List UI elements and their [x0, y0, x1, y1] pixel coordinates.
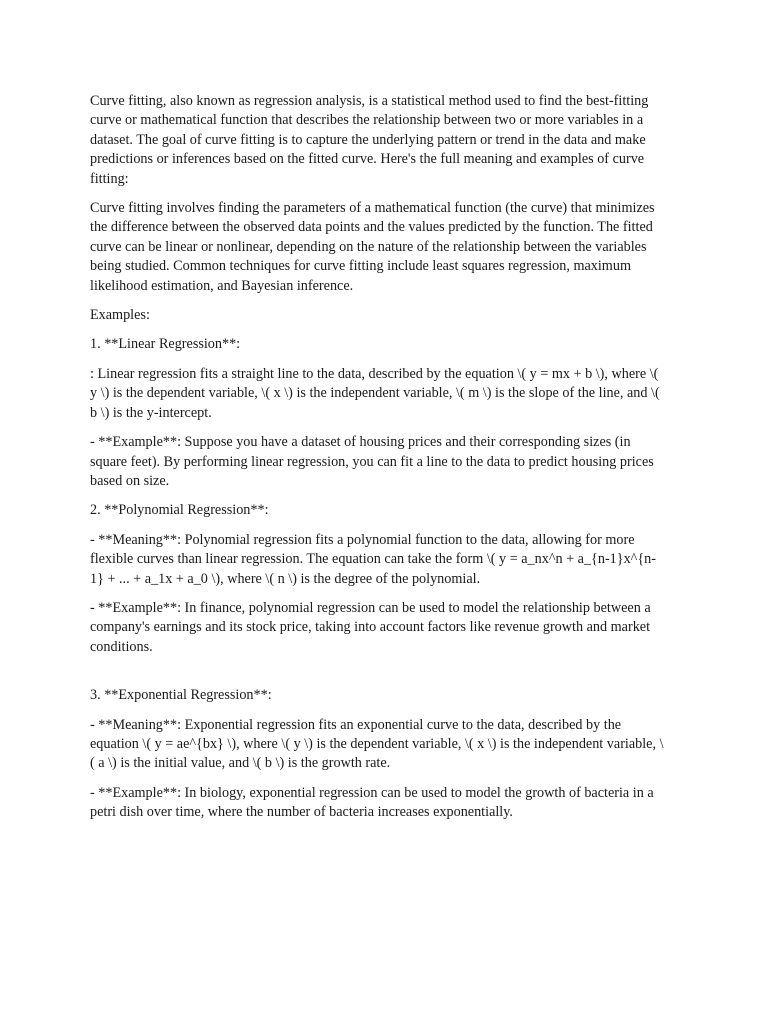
exponential-regression-heading: 3. **Exponential Regression**:: [90, 687, 272, 704]
definition-paragraph: Curve fitting involves finding the parameters of a mathematical function (the curve) that minimizes the difference between the observed data points and the values predicted by the function. The fitted curve can be linear or nonlinear, depending on the nature of the relationship between the variables being studied. Common techniques for curve fitting include least squares regression, maximum likelihood estimation, and Bayesian inference.: [90, 200, 655, 294]
linear-regression-meaning: : Linear regression fits a straight line to the data, described by the equation \( y = mx + b \), where \( y \) is the dependent variable, \( x \) is the independent variable, \( m \) is the slope of the line, and \( b \) is the y-intercept.: [90, 365, 660, 421]
polynomial-regression-heading: 2. **Polynomial Regression**:: [90, 502, 269, 519]
polynomial-regression-meaning: - **Meaning**: Polynomial regression fits a polynomial function to the data, allowing for more flexible curves than linear regression. The equation can take the form \( y = a_nx^n + a_{n-1}x^{n-1} + ... + a_1x + a_0 \), where \( n \) is the degree of the polynomial.: [90, 531, 656, 587]
intro-paragraph: Curve fitting, also known as regression analysis, is a statistical method used to find the best-fitting curve or mathematical function that describes the relationship between two or more variables in a dataset. The goal of curve fitting is to capture the underlying pattern or trend in the data and make predictions or inferences based on the fitted curve. Here's the full meaning and examples of curve fitting:: [90, 93, 649, 187]
linear-regression-heading: 1. **Linear Regression**:: [90, 336, 241, 353]
exponential-regression-example: - **Example**: In biology, exponential regression can be used to model the growth of bacteria in a petri dish over time, where the number of bacteria increases exponentially.: [90, 784, 654, 821]
examples-heading: Examples:: [90, 307, 150, 324]
document-body: [90, 92, 668, 833]
linear-regression-example: - **Example**: Suppose you have a dataset of housing prices and their corresponding sizes (in square feet). By performing linear regression, you can fit a line to the data to predict housing prices based on size.: [90, 434, 654, 489]
polynomial-regression-example: - **Example**: In finance, polynomial regression can be used to model the relationship between a company's earnings and its stock price, taking into account factors like revenue growth and market conditions.: [90, 599, 651, 655]
section-spacer: [90, 667, 668, 686]
exponential-regression-meaning: - **Meaning**: Exponential regression fits an exponential curve to the data, described by the equation \( y = ae^{bx} \), where \( y \) is the dependent variable, \( x \) is the independent variable, \( a \) is the initial value, and \( b \) is the growth rate.: [90, 716, 664, 772]
